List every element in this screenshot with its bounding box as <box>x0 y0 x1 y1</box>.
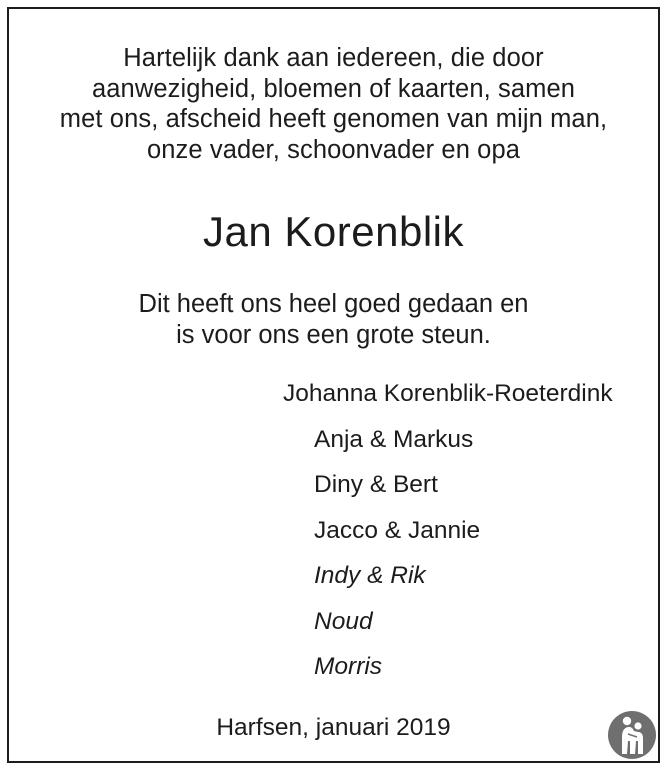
signatory-child: Diny & Bert <box>314 471 438 498</box>
notice-frame <box>7 7 660 763</box>
signatory-grandchild: Noud <box>314 608 373 635</box>
signatory-child: Jacco & Jannie <box>314 517 481 544</box>
intro-line: aanwezigheid, bloemen of kaarten, samen <box>91 74 576 103</box>
intro-line: Hartelijk dank aan iedereen, die door <box>123 44 544 72</box>
thanks-line: is voor ons een grote steun. <box>176 320 491 349</box>
signatory-grandchild: Indy & Rik <box>314 562 426 589</box>
intro-line: met ons, afscheid heeft genomen van mijn man, <box>59 105 608 133</box>
intro-line: onze vader, schoonvader en opa <box>146 135 521 164</box>
signatory-spouse: Johanna Korenblik-Roeterdink <box>283 380 613 407</box>
intro-text <box>49 43 618 165</box>
signatory-child: Anja & Markus <box>314 426 474 453</box>
place-date: Harfsen, januari 2019 <box>216 714 451 741</box>
deceased-name: Jan Korenblik <box>203 208 464 255</box>
thanks-text <box>9 289 658 350</box>
person-embrace-icon <box>607 710 657 760</box>
signatory-grandchild: Morris <box>314 653 383 680</box>
thanks-line: Dit heeft ons heel goed gedaan en <box>138 290 529 318</box>
